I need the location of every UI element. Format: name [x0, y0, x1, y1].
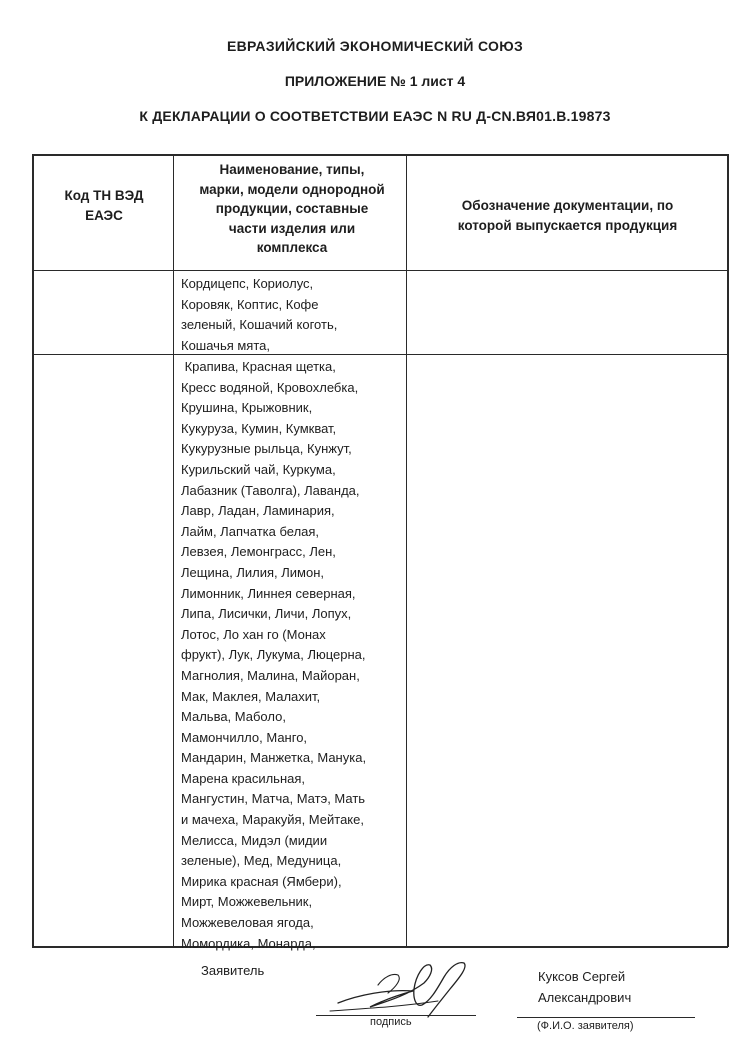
- column-header-code-text: Код ТН ВЭД ЕАЭС: [64, 188, 144, 223]
- table-border-left: [32, 154, 34, 947]
- union-title: ЕВРАЗИЙСКИЙ ЭКОНОМИЧЕСКИЙ СОЮЗ: [226, 38, 524, 54]
- table-row-2-name: Крапива, Красная щетка, Кресс водяной, Кровохлебка, Крушина, Крыжовник, Кукуруза, Кумин, Кумкват, Кукурузные рыльца, Кунжут, Курильский чай, Куркума, Лабазник (Таволга), Лаванда, Лавр, Ладан, Ламинария, Лайм, Лапчатка белая, Левзея, Лемонграсс, Лен, Лещина, Лилия, Лимон, Лимонник, Линнея северная, Липа, Лисички, Личи, Лопух, Лотос, Ло хан го (Монах фрукт), Лук, Лукума, Люцерна, Магнолия, Малина, Майоран, Мак, Маклея, Малахит, Мальва, Маболо, Мамончилло, Манго, Мандарин, Манжетка, Манука, Марена красильная, Мангустин, Матча, Матэ, Мать и мачеха, Маракуйя, Мейтаке, Мелисса, Мидэл (мидии зеленые), Мед, Медуница, Мирика красная (Ямбери), Мирт, Можжевельник, Можжевеловая ягода, Момордика, Монарда,: [181, 359, 367, 951]
- appendix-title: ПРИЛОЖЕНИЕ № 1 лист 4: [284, 73, 466, 89]
- applicant-surname-name: Куксов Сергей: [538, 969, 626, 984]
- column-header-code: [36, 186, 172, 226]
- applicant-label: Заявитель: [201, 963, 265, 978]
- applicant-patronymic: Александрович: [538, 990, 632, 1005]
- fio-caption: (Ф.И.О. заявителя): [537, 1020, 634, 1032]
- table-column-divider-2: [406, 154, 407, 947]
- fio-line: [517, 1017, 695, 1018]
- column-header-name: [177, 160, 407, 258]
- table-border-bottom: [32, 946, 728, 948]
- column-header-docs-text: Обозначение документации, по которой выпускается продукция: [457, 198, 678, 233]
- table-border-right: [727, 154, 729, 947]
- column-header-name-text: Наименование, типы, марки, модели однородной продукции, составные части изделия или комплекса: [199, 162, 385, 255]
- signature-caption: подпись: [370, 1016, 412, 1028]
- declaration-title: К ДЕКЛАРАЦИИ О СООТВЕТСТВИИ ЕАЭС N RU Д-CN.ВЯ01.В.19873: [139, 108, 611, 124]
- table-row-1-name: Кордицепс, Кориолус, Коровяк, Коптис, Кофе зеленый, Кошачий коготь, Кошачья мята,: [181, 276, 338, 353]
- table-header-divider: [32, 270, 728, 271]
- table-row-divider: [32, 354, 728, 355]
- table-column-divider-1: [173, 154, 174, 947]
- table-border-top: [32, 154, 728, 156]
- handwritten-signature: [318, 955, 478, 1025]
- column-header-docs: [410, 196, 725, 235]
